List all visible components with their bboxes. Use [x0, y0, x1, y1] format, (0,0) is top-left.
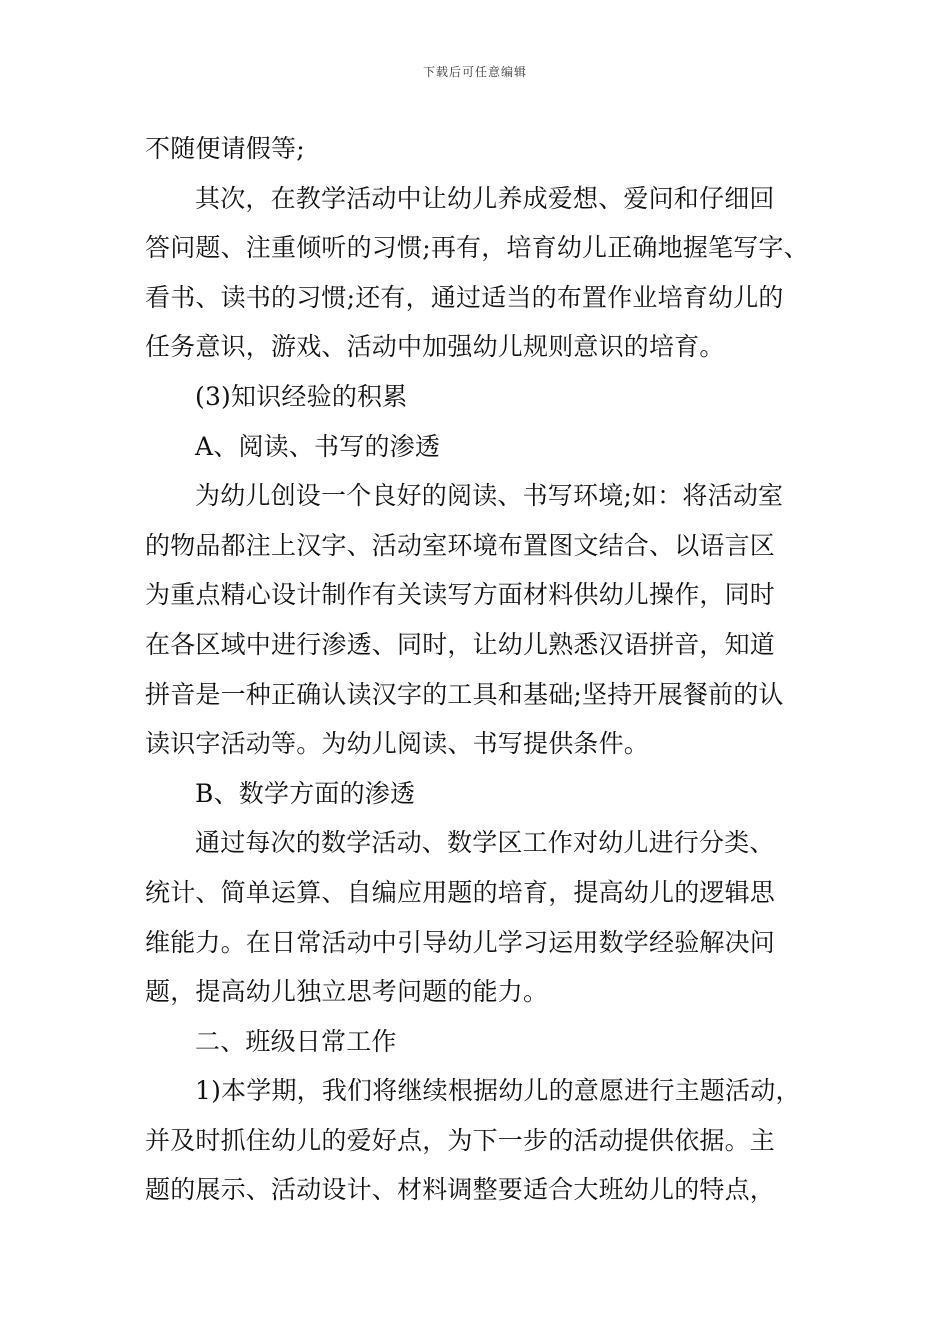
text-line: 维能力。在日常活动中引导幼儿学习运用数学经验解决问 [145, 927, 776, 957]
text-line: 在各区域中进行渗透、同时，让幼儿熟悉汉语拼音，知道 [145, 629, 776, 659]
text-line: 其次，在教学活动中让幼儿养成爱想、爱问和仔细回 [195, 183, 775, 213]
subsection-heading: A、阅读、书写的渗透 [195, 431, 441, 461]
text-line: 并及时抓住幼儿的爱好点，为下一步的活动提供依据。主 [145, 1125, 776, 1155]
text-line: 看书、读书的习惯;还有，通过适当的布置作业培育幼儿的 [145, 282, 784, 312]
text-line: 读识字活动等。为幼儿阅读、书写提供条件。 [145, 729, 650, 759]
section-heading: 二、班级日常工作 [195, 1026, 397, 1056]
text-line: 通过每次的数学活动、数学区工作对幼儿进行分类、 [195, 828, 775, 858]
document-body [145, 124, 835, 1215]
text-line: 统计、简单运算、自编应用题的培育，提高幼儿的逻辑思 [145, 877, 776, 907]
text-line: 为重点精心设计制作有关读写方面材料供幼儿操作，同时 [145, 580, 776, 610]
subsection-heading: B、数学方面的渗透 [195, 778, 416, 808]
text-line: 的物品都注上汉字、活动室环境布置图文结合、以语言区 [145, 530, 776, 560]
text-line: 题，提高幼儿独立思考问题的能力。 [145, 977, 549, 1007]
text-line: 答问题、注重倾听的习惯;再有，培育幼儿正确地握笔写字、 [145, 233, 809, 263]
text-line: 任务意识，游戏、活动中加强幼儿规则意识的培育。 [145, 332, 725, 362]
text-line: 1)本学期，我们将继续根据幼儿的意愿进行主题活动， [195, 1076, 801, 1106]
text-line: 题的展示、活动设计、材料调整要适合大班幼儿的特点， [145, 1175, 776, 1205]
section-heading: (3)知识经验的积累 [195, 381, 408, 411]
page-header: 下载后可任意编辑 [422, 65, 527, 79]
text-line: 为幼儿创设一个良好的阅读、书写环境;如：将活动室 [195, 481, 784, 511]
text-line: 拼音是一种正确认读汉字的工具和基础;坚持开展餐前的认 [145, 679, 784, 709]
text-line: 不随便请假等; [145, 134, 305, 163]
